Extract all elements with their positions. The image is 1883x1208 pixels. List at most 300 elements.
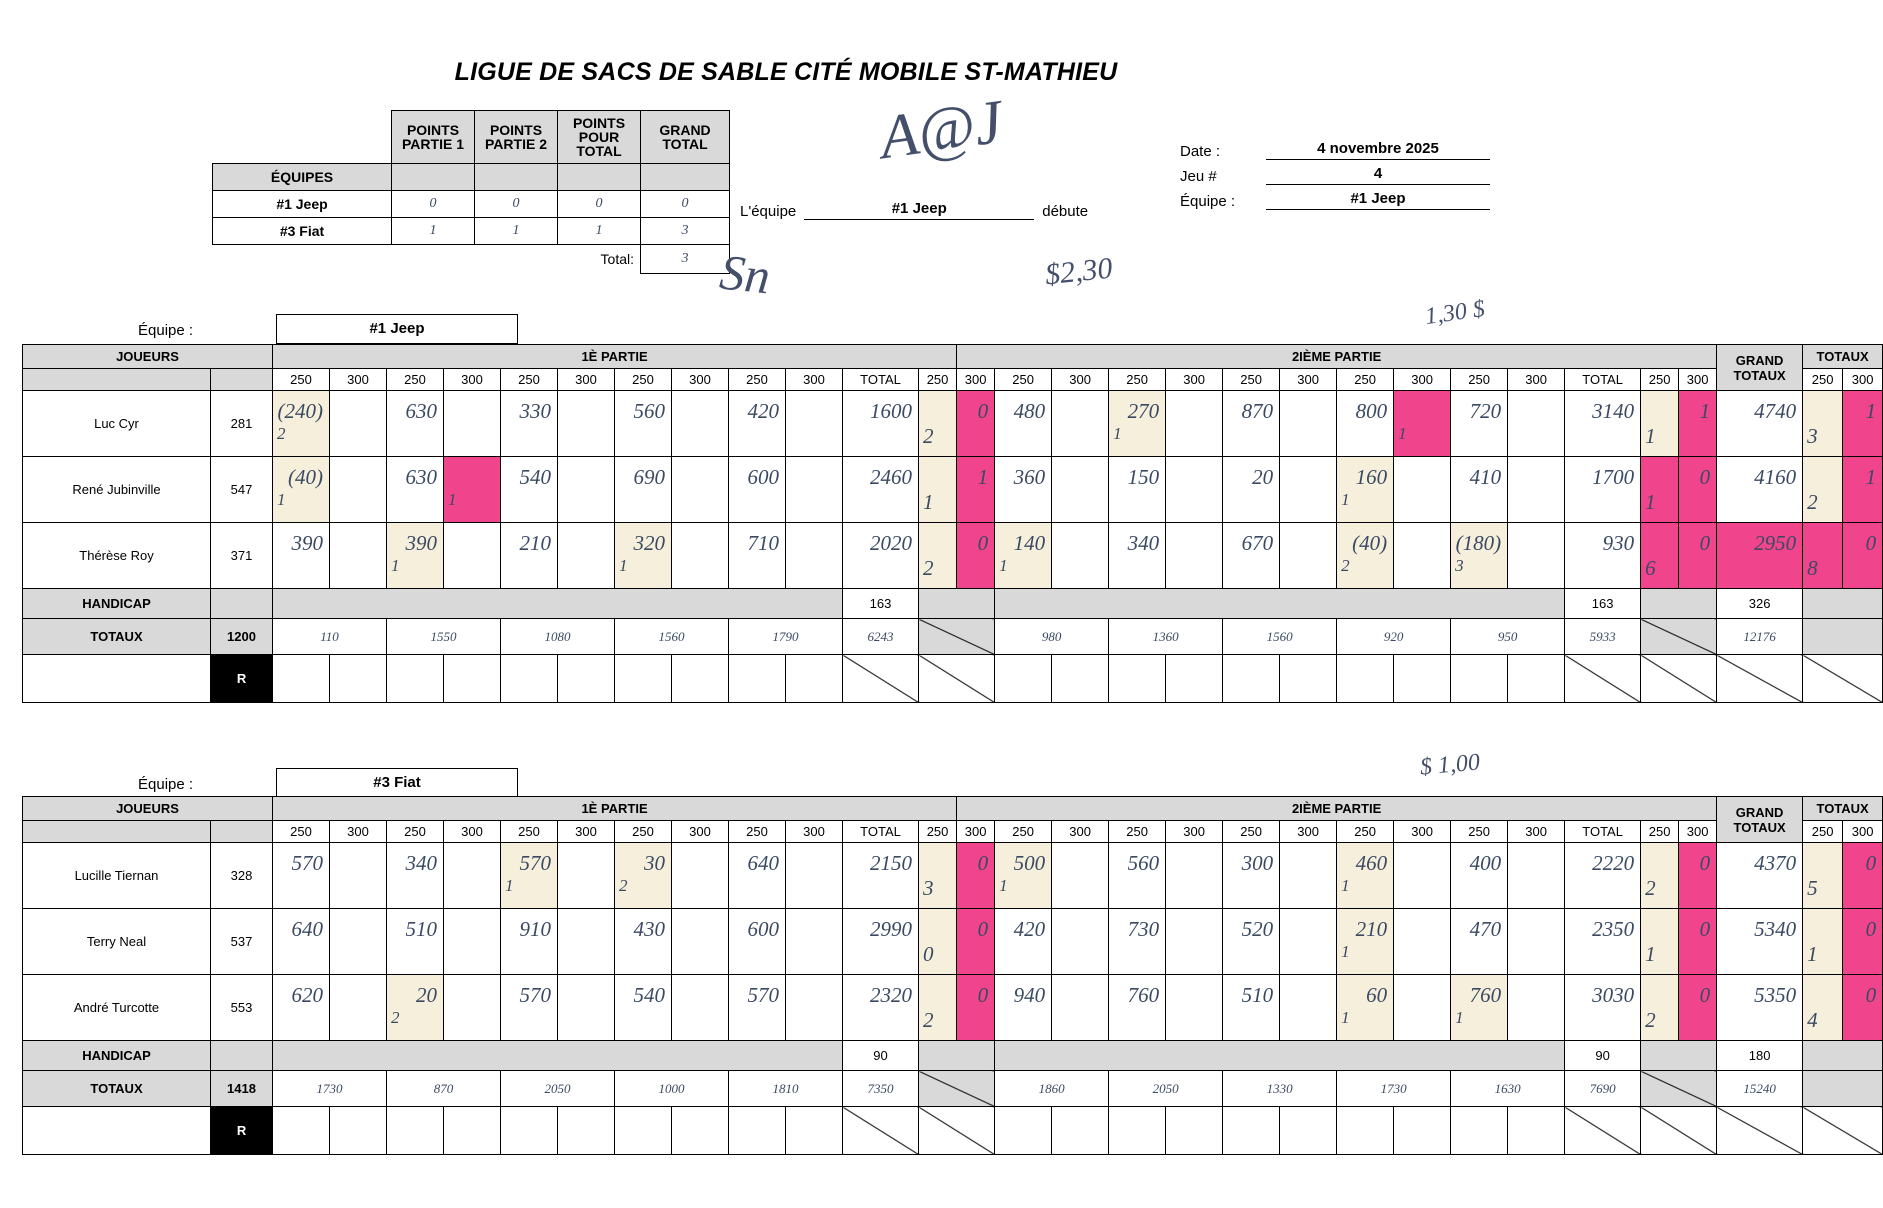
team1-totaux-p2-pts xyxy=(1641,619,1717,655)
mark: 1 xyxy=(1341,941,1350,961)
team1-p1-p1-c3-300 xyxy=(558,391,615,457)
summary-team2-p1: 1 xyxy=(392,218,475,245)
team2-player3-name: André Turcotte xyxy=(23,975,211,1041)
team1-p2-p2-c5-250 xyxy=(1451,457,1508,523)
team2-r-marker: R xyxy=(211,1107,273,1155)
team2-p2-c2-250: 250 xyxy=(1109,821,1166,843)
team1-p3-tot250 xyxy=(1803,523,1843,589)
team2-p1-p2-c5-300 xyxy=(1508,843,1565,909)
team1-p1-p2-c5-250 xyxy=(1451,391,1508,457)
mark: 3 xyxy=(1455,555,1464,575)
team1-col-joueurs: JOUEURS xyxy=(23,345,273,369)
team2-p2-pts-250: 250 xyxy=(1641,821,1679,843)
team2-player3-avg: 553 xyxy=(211,975,273,1041)
team2-p1-p1-c1-250 xyxy=(273,843,330,909)
team1-p3-p2-pt250 xyxy=(1641,523,1679,589)
team2-handicap-totpts xyxy=(1803,1041,1883,1071)
score: 210 xyxy=(519,530,552,555)
team1-p3-grand-total xyxy=(1717,523,1803,589)
score: 630 xyxy=(405,464,438,489)
team1-r-totpts xyxy=(1803,655,1883,703)
pt: 4 xyxy=(1807,1007,1818,1032)
score: 410 xyxy=(1469,464,1502,489)
team2-p2-c3-250: 250 xyxy=(1223,821,1280,843)
team2-p3-p1-c2-250 xyxy=(387,975,444,1041)
team1-p1-p2-total xyxy=(1565,391,1641,457)
team1-totaux-p1-3: 1080 xyxy=(501,619,615,655)
team2-r-c17 xyxy=(1337,1107,1394,1155)
team1-totaux-avg: 1200 xyxy=(211,619,273,655)
team1-scoresheet xyxy=(22,344,1883,703)
team2-p3-p2-c2-300 xyxy=(1166,975,1223,1041)
score: 5350 xyxy=(1754,982,1797,1007)
team2-handicap-p1pts xyxy=(919,1041,995,1071)
score: 570 xyxy=(291,850,324,875)
mark: 1 xyxy=(505,875,514,895)
team2-handicap-grand: 180 xyxy=(1717,1041,1803,1071)
mark: 1 xyxy=(448,489,457,509)
team2-p3-p1-total xyxy=(843,975,919,1041)
team1-p2-p1-pt250 xyxy=(919,457,957,523)
team1-p3-p1-c4-250 xyxy=(615,523,672,589)
team2-totaux-p2-3: 1330 xyxy=(1223,1071,1337,1107)
team1-r-c13 xyxy=(1109,655,1166,703)
team2-p1-p2-c3-250 xyxy=(1223,843,1280,909)
team1-p2-p1-c2-250 xyxy=(387,457,444,523)
team2-hdr-blank1 xyxy=(23,821,211,843)
pt: 0 xyxy=(923,941,934,966)
team2-totaux-p1-3: 2050 xyxy=(501,1071,615,1107)
summary-subhdr-1 xyxy=(392,164,475,191)
amount-annotation-right-top: 1,30 $ xyxy=(1423,295,1487,331)
summary-spacer xyxy=(213,111,392,164)
team1-p1-p1-c2-300 xyxy=(444,391,501,457)
team2-col-totaux: TOTAUX xyxy=(1803,797,1883,821)
team2-p1-p1-c3-300 xyxy=(558,843,615,909)
score: 640 xyxy=(291,916,324,941)
team1-p2-p2-pt250 xyxy=(1641,457,1679,523)
team1-totaux-p2-1: 980 xyxy=(995,619,1109,655)
score: 710 xyxy=(747,530,780,555)
team2-handicap-p2: 90 xyxy=(1565,1041,1641,1071)
pt: 2 xyxy=(1645,1007,1656,1032)
team2-tot-250: 250 xyxy=(1803,821,1843,843)
team2-p1-c2-300: 300 xyxy=(444,821,501,843)
mark: 2 xyxy=(619,875,628,895)
team1-p2-tot250 xyxy=(1803,457,1843,523)
score: (40) xyxy=(1352,530,1388,555)
team1-p2-p2-c4-300 xyxy=(1394,457,1451,523)
team2-p2-p2-c5-300 xyxy=(1508,909,1565,975)
team1-p3-p2-c1-250 xyxy=(995,523,1052,589)
team1-player3-avg: 371 xyxy=(211,523,273,589)
score: 5340 xyxy=(1754,916,1797,941)
team1-p2-p1-c4-250 xyxy=(615,457,672,523)
team2-p1-c2-250: 250 xyxy=(387,821,444,843)
mark: 1 xyxy=(1341,875,1350,895)
score: 540 xyxy=(519,464,552,489)
team1-hdr-blank2 xyxy=(211,369,273,391)
team2-p2-c4-300: 300 xyxy=(1394,821,1451,843)
pt: 5 xyxy=(1807,875,1818,900)
score: 150 xyxy=(1127,464,1160,489)
team2-totaux-p2-5: 1630 xyxy=(1451,1071,1565,1107)
score: 20 xyxy=(416,982,438,1007)
team2-totaux-avg: 1418 xyxy=(211,1071,273,1107)
team1-p3-p2-pt300 xyxy=(1679,523,1717,589)
team1-totaux-row xyxy=(23,619,1883,655)
summary-total-label: Total: xyxy=(600,251,634,268)
team1-totaux-p1-1: 110 xyxy=(273,619,387,655)
team1-r-c4 xyxy=(444,655,501,703)
summary-row-total xyxy=(213,245,730,274)
score: 4370 xyxy=(1754,850,1797,875)
team1-p2-p2-c4-250 xyxy=(1337,457,1394,523)
team1-p2-c3-300: 300 xyxy=(1280,369,1337,391)
team2-p1-c5-250: 250 xyxy=(729,821,786,843)
team2-p3-p2-c1-250 xyxy=(995,975,1052,1041)
score: (180) xyxy=(1455,530,1502,555)
score: 760 xyxy=(1469,982,1502,1007)
team1-r-c2 xyxy=(330,655,387,703)
team1-tot-250: 250 xyxy=(1803,369,1843,391)
team2-p1-tot250 xyxy=(1803,843,1843,909)
amount-annotation-right-bottom: $ 1,00 xyxy=(1418,749,1481,781)
team2-r-c6 xyxy=(558,1107,615,1155)
team1-p1-pts-250: 250 xyxy=(919,369,957,391)
pt: 0 xyxy=(1699,982,1711,1007)
score: 640 xyxy=(747,850,780,875)
score: 460 xyxy=(1355,850,1388,875)
team1-p1-p2-c4-300 xyxy=(1394,391,1451,457)
team1-name-tag: #1 Jeep xyxy=(276,314,518,344)
pt: 2 xyxy=(923,423,934,448)
team1-p1-p2-c1-250 xyxy=(995,391,1052,457)
team2-p3-p2-c5-300 xyxy=(1508,975,1565,1041)
score: 2320 xyxy=(870,982,913,1007)
score: 510 xyxy=(405,916,438,941)
team2-r-totpts xyxy=(1803,1107,1883,1155)
summary-team2-grand: 3 xyxy=(641,218,730,245)
team2-totaux-label: TOTAUX xyxy=(23,1071,211,1107)
team2-p1-c1-250: 250 xyxy=(273,821,330,843)
score: 160 xyxy=(1355,464,1388,489)
pt: 1 xyxy=(1645,941,1656,966)
team2-col-joueurs: JOUEURS xyxy=(23,797,273,821)
team1-p1-c2-300: 300 xyxy=(444,369,501,391)
score: 800 xyxy=(1355,398,1388,423)
score: 330 xyxy=(519,398,552,423)
team1-r-c11 xyxy=(995,655,1052,703)
team1-p1-c4-250: 250 xyxy=(615,369,672,391)
team2-p1-c3-250: 250 xyxy=(501,821,558,843)
team1-p1-p2-c5-300 xyxy=(1508,391,1565,457)
team2-p2-p2-c3-300 xyxy=(1280,909,1337,975)
mark: 1 xyxy=(999,875,1008,895)
team1-totaux-p1-total: 6243 xyxy=(843,619,919,655)
team1-p2-p2-c2-300 xyxy=(1166,457,1223,523)
score: 340 xyxy=(405,850,438,875)
team2-p3-p1-c5-300 xyxy=(786,975,843,1041)
team2-p1-c3-300: 300 xyxy=(558,821,615,843)
team2-handicap-p2pts xyxy=(1641,1041,1717,1071)
team2-player1-avg: 328 xyxy=(211,843,273,909)
team1-p2-c4-250: 250 xyxy=(1337,369,1394,391)
team2-totaux-p2-total: 7690 xyxy=(1565,1071,1641,1107)
team1-totaux-p1-pts xyxy=(919,619,995,655)
score: 520 xyxy=(1241,916,1274,941)
team2-p2-p1-c5-250 xyxy=(729,909,786,975)
team1-p3-p2-c1-300 xyxy=(1052,523,1109,589)
score: 570 xyxy=(747,982,780,1007)
score: 600 xyxy=(747,464,780,489)
team1-p1-p1-total xyxy=(843,391,919,457)
team1-p3-p1-c2-300 xyxy=(444,523,501,589)
team1-handicap-row xyxy=(23,589,1883,619)
mark: 1 xyxy=(999,555,1008,575)
pt: 0 xyxy=(1865,850,1877,875)
team2-p1-pts-250: 250 xyxy=(919,821,957,843)
score: 2020 xyxy=(870,530,913,555)
summary-row-team1 xyxy=(213,191,730,218)
team1-p2-p1-c3-300 xyxy=(558,457,615,523)
team1-p3-p1-c1-250 xyxy=(273,523,330,589)
team1-p1-c1-250: 250 xyxy=(273,369,330,391)
mark: 1 xyxy=(1398,423,1407,443)
team2-p3-p1-c1-300 xyxy=(330,975,387,1041)
team2-p2-p2-c4-300 xyxy=(1394,909,1451,975)
team2-p1-tot300 xyxy=(1843,843,1883,909)
team2-p1-p1-c2-250 xyxy=(387,843,444,909)
score: 30 xyxy=(644,850,666,875)
team2-totaux-p2-2: 2050 xyxy=(1109,1071,1223,1107)
team1-p2-p2-total xyxy=(1565,457,1641,523)
team2-p2-p1-c1-250 xyxy=(273,909,330,975)
team2-player2-name: Terry Neal xyxy=(23,909,211,975)
team1-r-c18 xyxy=(1394,655,1451,703)
team1-totaux-p1-2: 1550 xyxy=(387,619,501,655)
team1-p1-p1-c5-300 xyxy=(786,391,843,457)
score: 720 xyxy=(1469,398,1502,423)
score: 210 xyxy=(1355,916,1388,941)
team1-p3-p2-c4-250 xyxy=(1337,523,1394,589)
table-row xyxy=(23,457,1883,523)
team1-p2-p1-c5-250 xyxy=(729,457,786,523)
team2-totaux-p1-total: 7350 xyxy=(843,1071,919,1107)
team1-p3-tot300 xyxy=(1843,523,1883,589)
team2-p3-p2-c4-250 xyxy=(1337,975,1394,1041)
team1-p3-p2-c3-300 xyxy=(1280,523,1337,589)
score: 4160 xyxy=(1754,464,1797,489)
score: 930 xyxy=(1602,530,1635,555)
pt: 0 xyxy=(977,398,989,423)
team2-p2-p2-c1-300 xyxy=(1052,909,1109,975)
team1-p1-p1-c2-250 xyxy=(387,391,444,457)
team1-player1-avg: 281 xyxy=(211,391,273,457)
team2-p3-p2-c3-250 xyxy=(1223,975,1280,1041)
signature-scribble-mid: Sn xyxy=(717,243,773,305)
team1-p1-p1-c4-300 xyxy=(672,391,729,457)
team2-totaux-row xyxy=(23,1071,1883,1107)
pt: 8 xyxy=(1807,555,1818,580)
team1-col-grand-totaux: GRAND TOTAUX xyxy=(1717,345,1803,391)
team2-p2-c1-250: 250 xyxy=(995,821,1052,843)
score: 910 xyxy=(519,916,552,941)
team2-p1-p2-c4-300 xyxy=(1394,843,1451,909)
team2-p3-p1-c2-300 xyxy=(444,975,501,1041)
score: 560 xyxy=(1127,850,1160,875)
team2-p2-p2-pt300 xyxy=(1679,909,1717,975)
team1-r-c17 xyxy=(1337,655,1394,703)
pt: 0 xyxy=(1865,982,1877,1007)
team2-handicap-p2-fill xyxy=(995,1041,1565,1071)
team1-p2-c1-300: 300 xyxy=(1052,369,1109,391)
team1-p2-p1-c3-250 xyxy=(501,457,558,523)
pt: 2 xyxy=(923,1007,934,1032)
team1-p1-c1-300: 300 xyxy=(330,369,387,391)
team1-p2-p2-c3-300 xyxy=(1280,457,1337,523)
team1-player2-name: René Jubinville xyxy=(23,457,211,523)
table-row xyxy=(23,909,1883,975)
team1-totaux-p2-total: 5933 xyxy=(1565,619,1641,655)
team2-p2-p1-c1-300 xyxy=(330,909,387,975)
team1-p2-pts-300: 300 xyxy=(1679,369,1717,391)
score: 500 xyxy=(1013,850,1046,875)
team2-r-c18 xyxy=(1394,1107,1451,1155)
score: 430 xyxy=(633,916,666,941)
team2-p3-p2-total xyxy=(1565,975,1641,1041)
team1-p2-p2-c3-250 xyxy=(1223,457,1280,523)
team2-p2-total-hdr: TOTAL xyxy=(1565,821,1641,843)
pt: 1 xyxy=(1645,423,1656,448)
team2-p2-c1-300: 300 xyxy=(1052,821,1109,843)
team2-r-p2-pts xyxy=(1641,1107,1717,1155)
team1-totaux-p1-5: 1790 xyxy=(729,619,843,655)
team1-r-row xyxy=(23,655,1883,703)
score: 320 xyxy=(633,530,666,555)
team2-p2-grand-total xyxy=(1717,909,1803,975)
team1-p2-tot300 xyxy=(1843,457,1883,523)
match-info xyxy=(1180,140,1490,215)
pt: 1 xyxy=(1807,941,1818,966)
team1-col-partie2: 2IÈME PARTIE xyxy=(957,345,1717,369)
team1-p1-c4-300: 300 xyxy=(672,369,729,391)
team2-player1-name: Lucille Tiernan xyxy=(23,843,211,909)
jeu-value: 4 xyxy=(1266,165,1490,185)
team2-p2-p1-total xyxy=(843,909,919,975)
score: 690 xyxy=(633,464,666,489)
pt: 1 xyxy=(977,464,989,489)
team2-r-c10 xyxy=(786,1107,843,1155)
team2-p2-c3-300: 300 xyxy=(1280,821,1337,843)
team2-p2-c5-300: 300 xyxy=(1508,821,1565,843)
team1-r-grand xyxy=(1717,655,1803,703)
team1-p1-c2-250: 250 xyxy=(387,369,444,391)
score: 470 xyxy=(1469,916,1502,941)
team2-r-c9 xyxy=(729,1107,786,1155)
score: 3140 xyxy=(1592,398,1635,423)
score: 940 xyxy=(1013,982,1046,1007)
team1-handicap-label: HANDICAP xyxy=(23,589,211,619)
team2-r-c15 xyxy=(1223,1107,1280,1155)
team2-p2-p1-pt300 xyxy=(957,909,995,975)
team1-hdr-blank1 xyxy=(23,369,211,391)
team2-p1-p2-c4-250 xyxy=(1337,843,1394,909)
team2-p3-grand-total xyxy=(1717,975,1803,1041)
summary-table xyxy=(212,110,730,274)
team1-equipe-label: Équipe : xyxy=(138,322,194,339)
team2-totaux-p1-5: 1810 xyxy=(729,1071,843,1107)
team1-p2-c1-250: 250 xyxy=(995,369,1052,391)
score: 570 xyxy=(519,982,552,1007)
team2-p2-p2-c2-250 xyxy=(1109,909,1166,975)
team2-r-p1-pts xyxy=(919,1107,995,1155)
team1-p2-p2-c1-300 xyxy=(1052,457,1109,523)
team2-p1-c4-250: 250 xyxy=(615,821,672,843)
summary-header-equipes: ÉQUIPES xyxy=(213,164,392,191)
team1-totaux-label: TOTAUX xyxy=(23,619,211,655)
starting-team-value: #1 Jeep xyxy=(804,200,1034,220)
team2-r-c12 xyxy=(1052,1107,1109,1155)
team2-p1-grand-total xyxy=(1717,843,1803,909)
team2-p2-p1-c2-250 xyxy=(387,909,444,975)
mark: 1 xyxy=(1341,1007,1350,1027)
score: 270 xyxy=(1127,398,1160,423)
team1-col-partie1: 1È PARTIE xyxy=(273,345,957,369)
score: 1600 xyxy=(870,398,913,423)
team1-p1-p2-c3-300 xyxy=(1280,391,1337,457)
team1-p1-c5-300: 300 xyxy=(786,369,843,391)
mark: 1 xyxy=(619,555,628,575)
date-label: Date : xyxy=(1180,143,1221,160)
team1-p2-p2-pt300 xyxy=(1679,457,1717,523)
team1-p1-c3-300: 300 xyxy=(558,369,615,391)
team1-p3-p1-c5-250 xyxy=(729,523,786,589)
summary-team-name: #1 Jeep xyxy=(213,191,392,218)
team2-p2-p1-c4-300 xyxy=(672,909,729,975)
team1-tot-300: 300 xyxy=(1843,369,1883,391)
summary-subhdr-3 xyxy=(558,164,641,191)
team1-handicap-p1: 163 xyxy=(843,589,919,619)
team2-r-c20 xyxy=(1508,1107,1565,1155)
team2-p1-p2-c2-250 xyxy=(1109,843,1166,909)
team1-r-marker: R xyxy=(211,655,273,703)
summary-header-points-partie2: POINTS PARTIE 2 xyxy=(475,111,558,164)
pt: 1 xyxy=(1699,398,1711,423)
team1-p1-p2-c2-250 xyxy=(1109,391,1166,457)
pt: 0 xyxy=(1699,464,1711,489)
team1-p1-p1-c3-250 xyxy=(501,391,558,457)
summary-team1-p1: 0 xyxy=(392,191,475,218)
pt: 2 xyxy=(1807,489,1818,514)
team2-p1-p2-c1-250 xyxy=(995,843,1052,909)
equipe-label: Équipe : xyxy=(1180,193,1236,210)
team1-col-totaux: TOTAUX xyxy=(1803,345,1883,369)
team2-p2-p1-c4-250 xyxy=(615,909,672,975)
team2-p1-p1-c5-300 xyxy=(786,843,843,909)
summary-team2-ptot: 1 xyxy=(558,218,641,245)
team1-handicap-totpts xyxy=(1803,589,1883,619)
team2-p1-p2-total xyxy=(1565,843,1641,909)
score: 3030 xyxy=(1592,982,1635,1007)
team1-p3-p1-pt250 xyxy=(919,523,957,589)
team1-p2-p2-c2-250 xyxy=(1109,457,1166,523)
team2-r-c14 xyxy=(1166,1107,1223,1155)
team1-r-c3 xyxy=(387,655,444,703)
summary-team2-p2: 1 xyxy=(475,218,558,245)
date-value: 4 novembre 2025 xyxy=(1266,140,1490,160)
team2-p3-p1-pt250 xyxy=(919,975,957,1041)
